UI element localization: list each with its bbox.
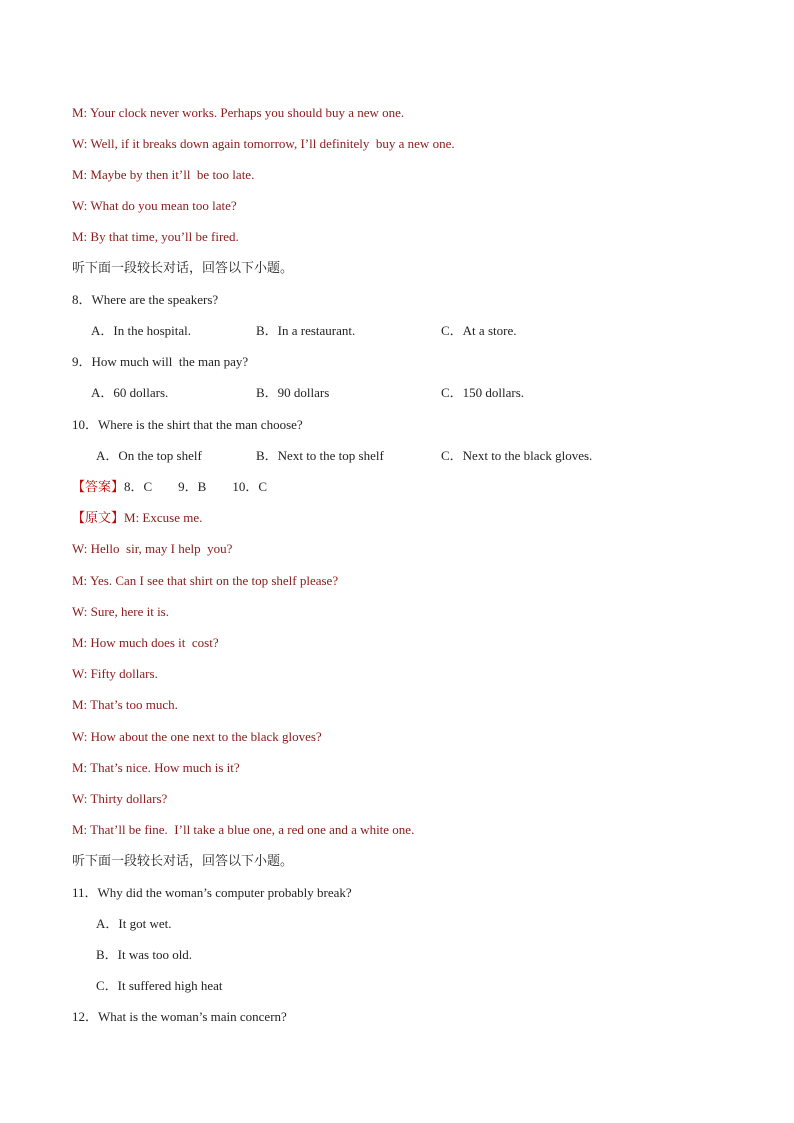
dialogue-line: M: That’s nice. How much is it? (72, 760, 240, 775)
q10-option-c: C．Next to the black gloves. (441, 448, 593, 463)
dialogue-line: M: That’s too much. (72, 697, 178, 712)
dialogue-line: W: Hello sir, may I help you? (72, 541, 233, 556)
q9-option-c: C．150 dollars. (441, 385, 525, 400)
q9-option-a: A．60 dollars. (91, 385, 169, 400)
q8-option-b: B．In a restaurant. (256, 323, 356, 338)
dialogue-line: W: Fifty dollars. (72, 666, 158, 681)
dialogue-line: M: By that time, you’ll be fired. (72, 229, 239, 244)
q8-option-c: C．At a store. (441, 323, 517, 338)
q9-option-b: B．90 dollars (256, 385, 330, 400)
dialogue-line: M: Maybe by then it’ll be too late. (72, 167, 255, 182)
q11-option-b: B．It was too old. (96, 947, 193, 962)
q11-option-a: A．It got wet. (96, 916, 172, 931)
dialogue-line: W: How about the one next to the black gloves? (72, 729, 322, 744)
answer-text: 8．C 9．B 10．C (124, 479, 268, 494)
q11-option-c: C．It suffered high heat (96, 978, 223, 993)
question-10: 10．Where is the shirt that the man choose? (72, 417, 303, 432)
q10-option-b: B．Next to the top shelf (256, 448, 384, 463)
transcript-first: M: Excuse me. (124, 510, 203, 525)
question-12: 12．What is the woman’s main concern? (72, 1009, 287, 1024)
transcript-line (72, 510, 202, 526)
q10-option-a: A．On the top shelf (96, 448, 202, 463)
answer-tag: 【答案】 (72, 479, 125, 494)
q8-option-a: A．In the hospital. (91, 323, 192, 338)
question-9: 9．How much will the man pay? (72, 354, 249, 369)
dialogue-line: M: Yes. Can I see that shirt on the top shelf please? (72, 573, 339, 588)
question-11: 11．Why did the woman’s computer probably break? (72, 885, 352, 900)
dialogue-line: M: How much does it cost? (72, 635, 219, 650)
dialogue-line: M: Your clock never works. Perhaps you should buy a new one. (72, 105, 405, 120)
section-instruction: 听下面一段较长对话，回答以下小题。 (72, 853, 294, 868)
dialogue-line: M: That’ll be fine. I’ll take a blue one, a red one and a white one. (72, 822, 415, 837)
dialogue-line: W: What do you mean too late? (72, 198, 237, 213)
dialogue-line: W: Sure, here it is. (72, 604, 169, 619)
question-8: 8．Where are the speakers? (72, 292, 219, 307)
dialogue-line: W: Well, if it breaks down again tomorrow, I’ll definitely buy a new one. (72, 136, 455, 151)
dialogue-line: W: Thirty dollars? (72, 791, 168, 806)
section-instruction: 听下面一段较长对话，回答以下小题。 (72, 260, 294, 275)
transcript-tag: 【原文】 (72, 510, 125, 525)
answer-line (72, 479, 267, 495)
